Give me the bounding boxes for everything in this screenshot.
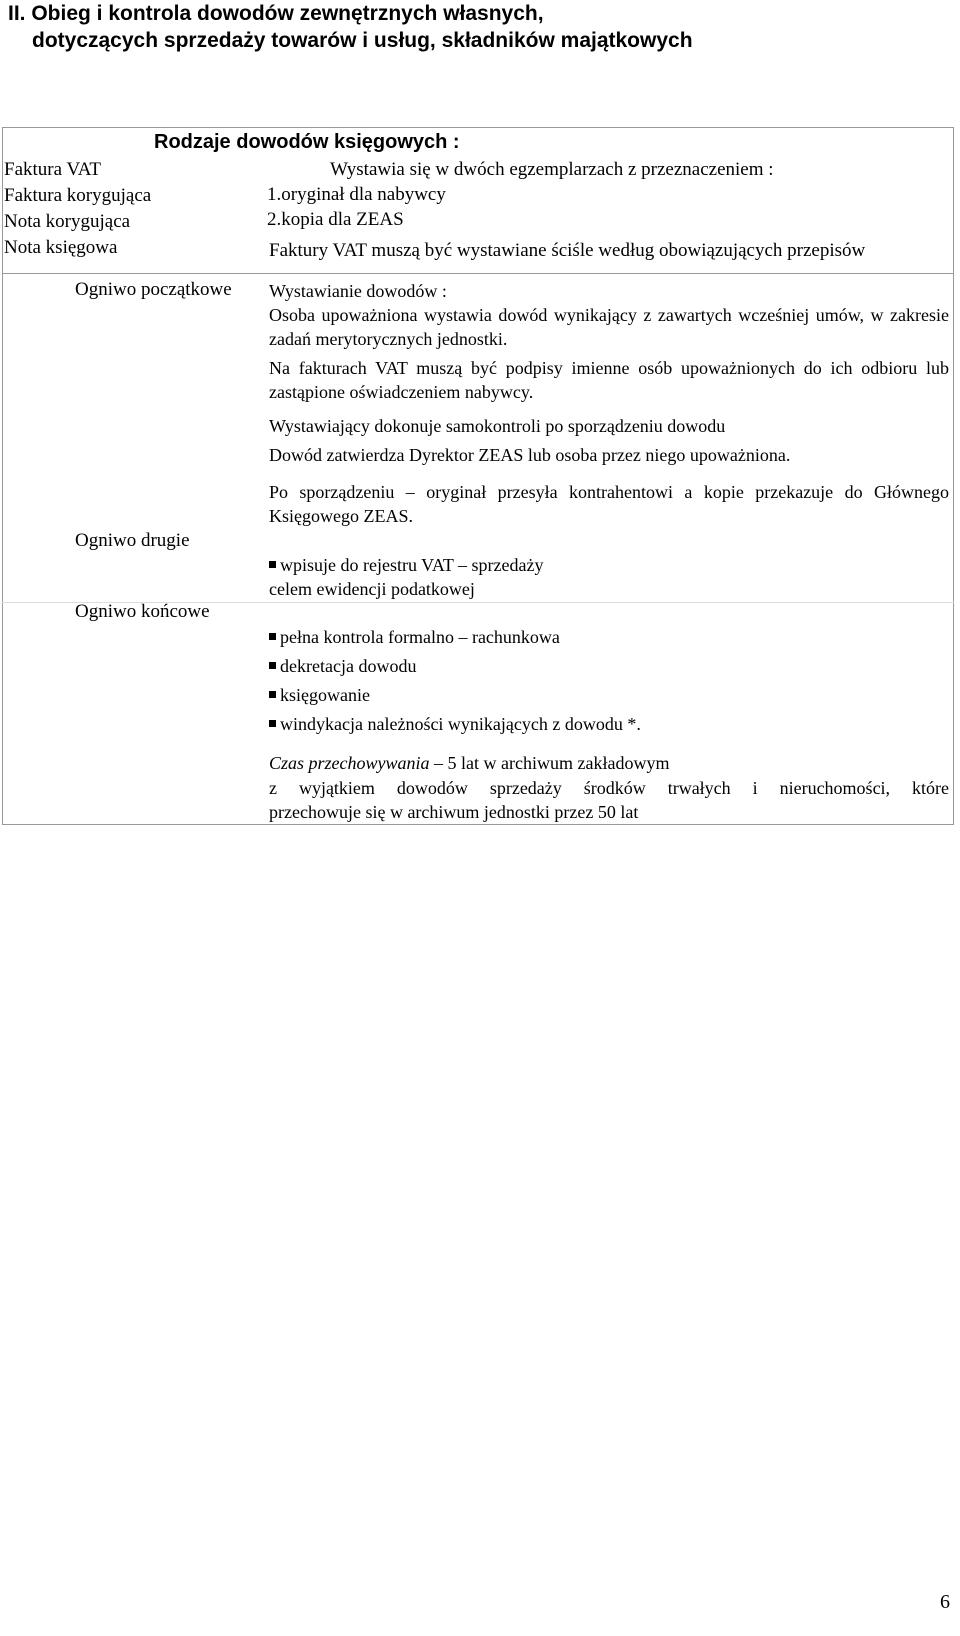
bullet-icon (269, 691, 276, 698)
copy-original: 1.oryginał dla nabywcy (267, 184, 446, 205)
document-type-item: Faktura VAT (4, 159, 101, 180)
paragraph-self-check: Wystawiający dokonuje samokontroli po sporządzeniu dowodu (269, 416, 726, 436)
bullet-icon (269, 633, 276, 640)
page-number: 6 (940, 1591, 950, 1613)
stage3-item (269, 712, 641, 736)
paragraph-signatures: Na fakturach VAT muszą być podpisy imienne osób upoważnionych do ich odbioru lub zastąpione oświadczeniem nabywcy. (269, 358, 949, 402)
storage-line-2: z wyjątkiem dowodów sprzedaży środków trwałych i nieruchomości, które (269, 778, 949, 798)
document-types-title: Rodzaje dowodów księgowych : (154, 131, 460, 153)
document-type-item: Nota korygująca (4, 211, 131, 232)
bullet-icon (269, 720, 276, 727)
document-types-list (4, 157, 151, 261)
bullet-icon (269, 561, 276, 568)
stage2-item-text: wpisuje do rejestru VAT – sprzedaży (280, 555, 544, 575)
heading-line-2: dotyczących sprzedaży towarów i usług, składników majątkowych (32, 29, 693, 52)
stage3-item-text: windykacja należności wynikających z dowodu *. (280, 714, 641, 734)
copies-intro: Wystawia się w dwóch egzemplarzach z przeznaczeniem : (330, 159, 774, 180)
section-heading (8, 0, 693, 54)
copy-duplicate: 2.kopia dla ZEAS (267, 209, 404, 230)
issuing-title: Wystawianie dowodów : (269, 281, 447, 301)
stage3-item (269, 625, 560, 649)
stage3-item (269, 683, 370, 707)
paragraph-approval: Dowód zatwierdza Dyrektor ZEAS lub osoba przez niego upoważniona. (269, 445, 791, 465)
storage-line-1 (269, 751, 669, 775)
storage-line-3: przechowuje się w archiwum jednostki przez 50 lat (269, 802, 639, 822)
stage2-item-cont: celem ewidencji podatkowej (269, 579, 475, 599)
document-type-item: Nota księgowa (4, 237, 118, 258)
stage3-item-text: pełna kontrola formalno – rachunkowa (280, 627, 560, 647)
stage3-item-text: dekretacja dowodu (280, 656, 417, 676)
stage-final-label: Ogniwo końcowe (75, 601, 210, 622)
storage-text: – 5 lat w archiwum zakładowym (429, 753, 670, 773)
storage-label: Czas przechowywania (269, 753, 430, 773)
storage-line-2-wrap (269, 776, 949, 800)
document-type-item: Faktura korygująca (4, 185, 152, 206)
invoice-rule: Faktury VAT muszą być wystawiane ściśle według obowiązujących przepisów (269, 240, 866, 261)
stage-second-label: Ogniwo drugie (75, 530, 190, 551)
stage2-item (269, 553, 543, 577)
paragraph-distribution: Po sporządzeniu – oryginał przesyła kontrahentowi a kopie przekazuje do Głównego Księgowego ZEAS. (269, 482, 949, 526)
paragraph-issuer: Osoba upoważniona wystawia dowód wynikający z zawartych wcześniej umów, w zakresie zadań merytorycznych jednostki. (269, 305, 949, 349)
stage3-item (269, 654, 416, 678)
bullet-icon (269, 662, 276, 669)
stage-initial-label: Ogniwo początkowe (75, 279, 232, 300)
heading-line-1: II. Obieg i kontrola dowodów zewnętrznych własnych, (8, 2, 544, 25)
stage3-item-text: księgowanie (280, 685, 370, 705)
